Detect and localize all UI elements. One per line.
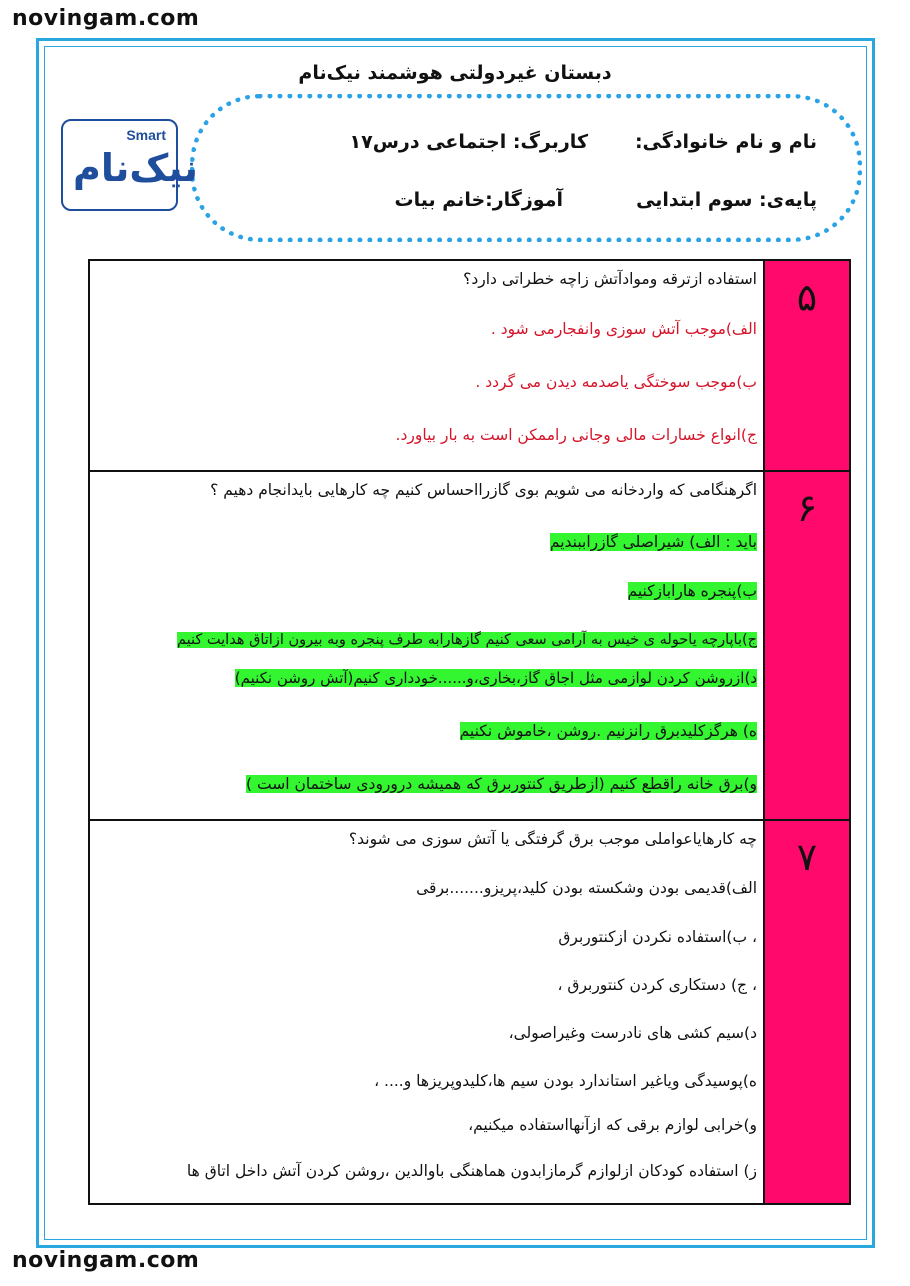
answer-line: و)خرابی لوازم برقی که ازآنهااستفاده میکنیم، — [468, 1116, 757, 1134]
question-content — [90, 472, 763, 819]
grade-label: پایه‌ی: سوم ابتدایی — [636, 189, 817, 211]
worksheet-title: کاربرگ: اجتماعی درس۱۷ — [349, 131, 588, 153]
answer-line: و)برق خانه راقطع کنیم (ازطریق کنتوربرق که همیشه درورودی ساختمان است ) — [246, 775, 757, 793]
answer-line: ب)پنجره هارابازکنیم — [627, 582, 757, 600]
question-number: ۵ — [763, 261, 849, 470]
answer-line: ج)انواع خسارات مالی وجانی راممکن است به بار بیاورد. — [395, 426, 757, 444]
question-row-6 — [90, 470, 849, 819]
question-content — [90, 821, 763, 1203]
student-name-label: نام و نام خانوادگی: — [634, 131, 817, 153]
logo-smart-text: Smart — [126, 127, 166, 143]
question-number: ۷ — [763, 821, 849, 1203]
watermark-bottom: novingam.com — [12, 1248, 200, 1273]
answer-line: ج)باپارچه یاحوله ی خیس به آرامی سعی کنیم گازهارابه طرف پنجره وبه بیرون ازاتاق هدایت کنیم — [177, 632, 757, 648]
question-row-5 — [90, 261, 849, 470]
header-dotted-oval — [190, 94, 862, 242]
logo-mark: نیک‌نام — [73, 146, 199, 190]
question-text: استفاده ازترقه وموادآتش زاچه خطراتی دارد؟ — [463, 270, 757, 288]
question-text: چه کارهایاعواملی موجب برق گرفتگی یا آتش سوزی می شوند؟ — [348, 830, 757, 848]
answer-line: ه) هرگزکلیدبرق رانزنیم .روشن ،خاموش نکنیم — [459, 722, 757, 740]
answer-line: د)ازروشن کردن لوازمی مثل اجاق گاز،بخاری،و......خودداری کنیم(آتش روشن نکنیم) — [234, 669, 757, 687]
answer-line: ه)پوسیدگی ویاغیر استاندارد بودن سیم ها،کلیدوپریزها و.... ، — [374, 1072, 757, 1090]
answer-line: ز) استفاده کودکان ازلوازم گرمازابدون هماهنگی باوالدین ،روشن کردن آتش داخل اتاق ها — [186, 1162, 757, 1180]
school-title: دبستان غیردولتی هوشمند نیک‌نام — [298, 62, 612, 84]
questions-table — [88, 259, 851, 1205]
question-row-7 — [90, 819, 849, 1203]
question-text: اگرهنگامی که واردخانه می شویم بوی گازرااحساس کنیم چه کارهایی بایدانجام دهیم ؟ — [210, 481, 757, 499]
answer-line: ، ب)استفاده نکردن ازکنتوربرق — [558, 928, 757, 946]
answer-line: ب)موجب سوختگی یاصدمه دیدن می گردد . — [475, 373, 757, 391]
question-number: ۶ — [763, 472, 849, 819]
watermark-top: novingam.com — [12, 6, 200, 31]
school-logo — [61, 119, 199, 211]
answer-line: ، ج) دستکاری کردن کنتوربرق ، — [557, 976, 757, 994]
answer-line: الف)موجب آتش سوزی وانفجارمی شود . — [490, 320, 757, 338]
teacher-label: آموزگار:خانم بیات — [394, 189, 563, 211]
question-content — [90, 261, 763, 470]
answer-line: الف)قدیمی بودن وشکسته بودن کلید،پریزو.......برقی — [416, 879, 757, 897]
answer-line: د)سیم کشی های نادرست وغیراصولی، — [508, 1024, 757, 1042]
answer-line: باید : الف) شیراصلی گازراببندیم — [549, 533, 757, 551]
